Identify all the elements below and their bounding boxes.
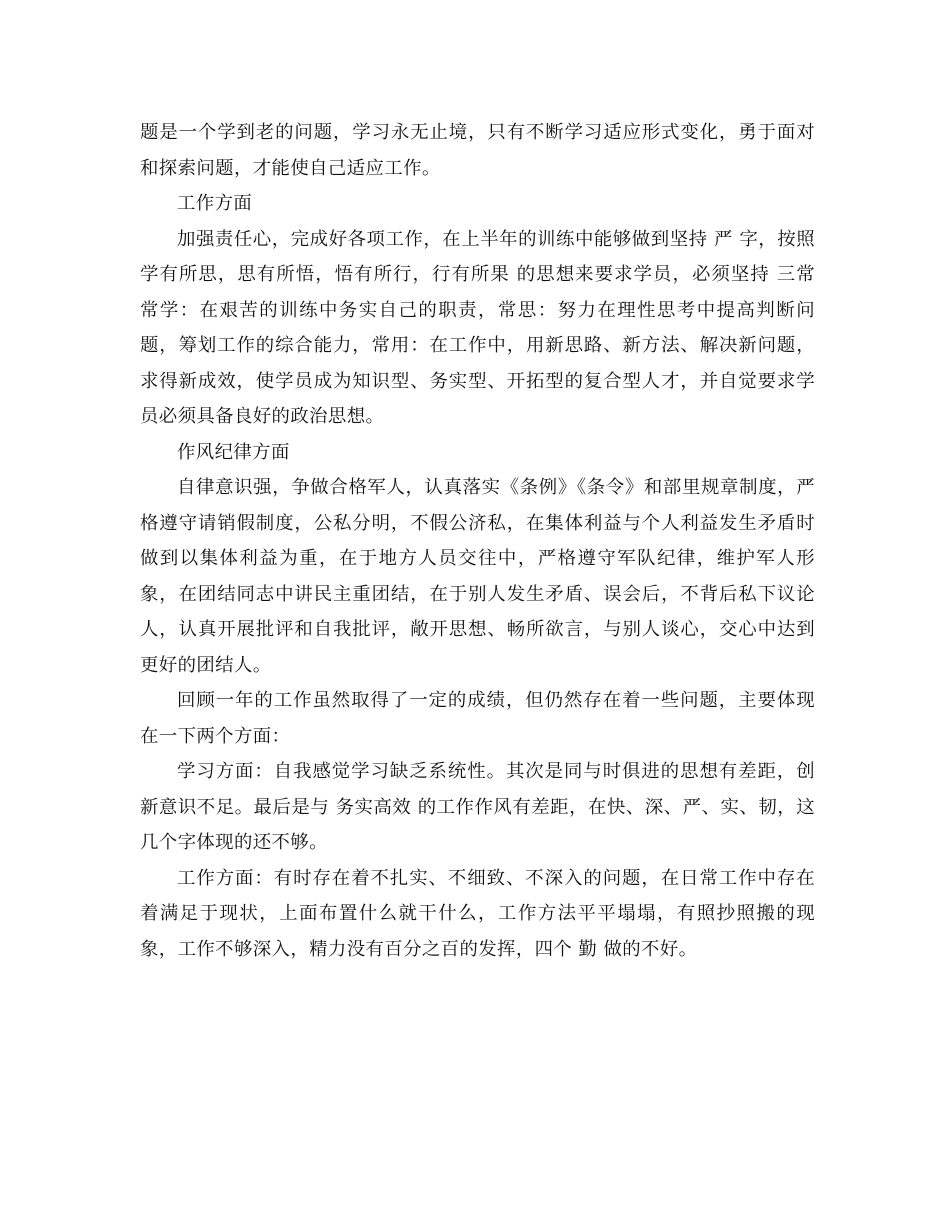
paragraph-discipline: 自律意识强，争做合格军人，认真落实《条例》《条令》和部里规章制度，严格遵守请销假制度，公私分明，不假公济私，在集体利益与个人利益发生矛盾时做到以集体利益为重，在于地方人员交往中，严格遵守军队纪律，维护军人形象，在团结同志中讲民主重团结，在于别人发生矛盾、误会后，不背后私下议论人，认真开展批评和自我批评，敞开思想、畅所欲言，与别人谈心，交心中达到更好的团结人。 xyxy=(140,477,815,676)
paragraph-review: 回顾一年的工作虽然取得了一定的成绩，但仍然存在着一些问题，主要体现在一下两个方面： xyxy=(140,690,815,747)
paragraph-study-issues: 学习方面：自我感觉学习缺乏系统性。其次是同与时俱进的思想有差距，创新意识不足。最后是与 务实高效 的工作作风有差距，在快、深、严、实、韧，这几个字体现的还不够。 xyxy=(140,761,815,853)
section-heading-discipline: 作风纪律方面 xyxy=(177,441,290,463)
paragraph-continuation: 题是一个学到老的问题，学习永无止境，只有不断学习适应形式变化，勇于面对和探索问题，才能使自己适应工作。 xyxy=(140,122,815,179)
section-heading-work: 工作方面 xyxy=(177,193,253,214)
document-body xyxy=(140,115,815,967)
paragraph-work-responsibility: 加强责任心，完成好各项工作，在上半年的训练中能够做到坚持 严 字，按照学有所思，思有所悟，悟有所行，行有所果 的思想来要求学员，必须坚持 三常 常学：在艰苦的训练中务实自己的职责，常思：努力在理性思考中提高判断问题，筹划工作的综合能力，常用：在工作中，用新思路、新方法、解决新问题，求得新成效，使学员成为知识型、务实型、开拓型的复合型人才，并自觉要求学员必须具备良好的政治思想。 xyxy=(140,228,815,427)
paragraph-work-issues: 工作方面：有时存在着不扎实、不细致、不深入的问题，在日常工作中存在着满足于现状，上面布置什么就干什么，工作方法平平塌塌，有照抄照搬的现象，工作不够深入，精力没有百分之百的发挥，四个 勤 做的不好。 xyxy=(140,867,815,960)
